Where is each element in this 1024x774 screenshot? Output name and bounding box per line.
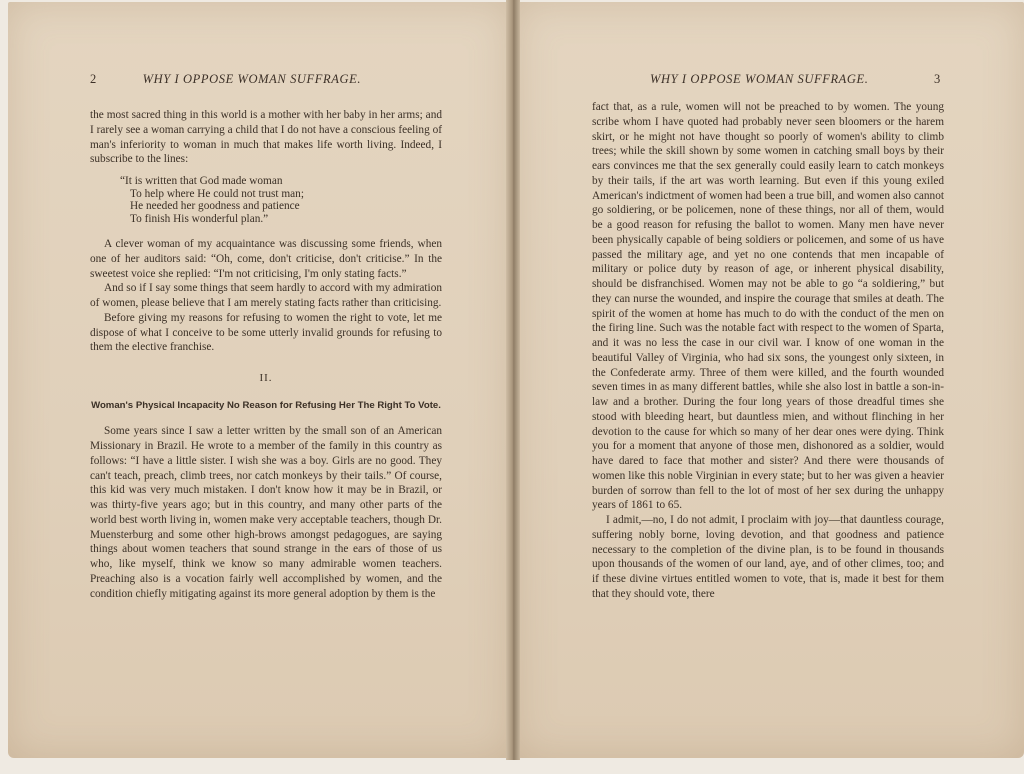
right-page-text — [592, 100, 944, 602]
poem-line-3: He needed her goodness and patience — [130, 200, 300, 212]
right-paragraph-1: fact that, as a rule, women will not be preached to by women. The young scribe whom I have quoted had probably never seen bloomers or the harem skirt, or he might not have thought so poorly of women's ability to climb trees; while the skill shown by some women in catching small boys by their ears convinces me that the sex generally could easily learn to catch monkeys by their tails, if the art was worth learning. But even if this young exiled American's indictment of women had been a true bill, and women also cannot go soldiering, or be policemen, none of these things, nor all of them, would be a good reason for refusing the ballot to women. Many men have never been physically capable of being soldiers or policemen, and some of us have passed the military age, and yet no one contends that men incapable of military or police duty by reason of age, or inherent physical disability, should be disfranchised. Women may not be able to go “a soldiering,” but they can nurse the wounded, and inspire the courage that smiles at death. The spirit of the women at home has much to do with the conduct of the men on the firing line. Such was the notable fact with respect to the women of Sparta, and it was no less the case in our civil war. I know of one woman in the beautiful Valley of Virginia, who had six sons, the youngest only sixteen, in the Confederate army. Three of them were killed, and the fourth wounded seven times in as many different battles, while she also lost in battle a son-in-law and a brother. During the four long years of those dreadful times she stood with bleeding heart, but dauntless mien, and without flinching in her devotion to the cause for which so many of her dear ones were dying. Think you for a moment that anyone of those men, dishonored as a soldier, would have dared to face that mother and sister? And there were thousands of women like this noble Virginian in every state; but to her was given a heavier burden of sorrow than fell to the lot of most of her sex during the unhappy years of 1861 to 65. — [592, 101, 944, 512]
book-gutter — [506, 0, 520, 760]
left-page-number: 2 — [90, 72, 97, 86]
right-running-head — [650, 72, 869, 87]
left-running-title: WHY I OPPOSE WOMAN SUFFRAGE. — [142, 72, 362, 86]
left-paragraph-5: Some years since I saw a letter written by the small son of an American Missionary in Brazil. He wrote to a member of the family in this country as follows: “I have a little sister. I wish she was a boy. Girls are no good. They can't teach, preach, climb trees, nor catch monkeys by their tails.” Of course, this kid was very much mistaken. I don't know how it may be in Brazil, or was thirty-five years ago; but in this country, and many other parts of the world best worth living in, women make very acceptable teachers, though Dr. Muensterburg and some other high-brows amongst pedagogues, are saying things about women teachers that sound strange in the ears of those of us who, like myself, think we know so many admirable women teachers. Preaching also is a vocation fairly well accomplished by women, and the condition chiefly mitigating against its more general adoption by them is the — [90, 425, 442, 600]
poem-quote — [120, 175, 442, 225]
left-paragraph-2: A clever woman of my acquaintance was discussing some friends, when one of her auditors said: “Oh, come, don't criticise, don't criticise.” In the sweetest voice she replied: “I'm not criticising, I'm only stating facts.” — [90, 238, 442, 280]
right-running-title: WHY I OPPOSE WOMAN SUFFRAGE. — [650, 72, 869, 86]
poem-line-2: To help where He could not trust man; — [130, 187, 304, 200]
left-paragraph-4: Before giving my reasons for refusing to women the right to vote, let me dispose of what I conceive to be some utterly invalid grounds for refusing to them the elective franchise. — [90, 311, 442, 354]
left-paragraph-3: And so if I say some things that seem hardly to accord with my admiration of women, please believe that I am merely stating facts rather than criticising. — [90, 282, 442, 309]
left-page-text — [90, 108, 442, 601]
right-paragraph-2: I admit,—no, I do not admit, I proclaim with joy—that dauntless courage, suffering nobly borne, loving devotion, and that goodness and patience necessary to the completion of the divine plan, is to be found in thousands upon thousands of the women of our land, aye, and of other climes, too; and if these divine virtues entitled women to vote, that is, made it best for them that they should vote, there — [592, 514, 944, 600]
section-number: II. — [259, 372, 273, 384]
poem-line-4: To finish His wonderful plan.” — [130, 212, 269, 225]
left-running-head — [90, 72, 361, 87]
poem-line-1: “It is written that God made woman — [120, 175, 283, 187]
section-heading: Woman's Physical Incapacity No Reason for Refusing Her The Right To Vote. — [91, 399, 441, 411]
left-paragraph-1: the most sacred thing in this world is a mother with her baby in her arms; and I rarely see a woman carrying a child that I do not have a conscious feeling of man's inferiority to woman in much that makes life worth living. Indeed, I subscribe to the lines: — [90, 109, 442, 166]
right-page-number: 3 — [934, 72, 941, 86]
